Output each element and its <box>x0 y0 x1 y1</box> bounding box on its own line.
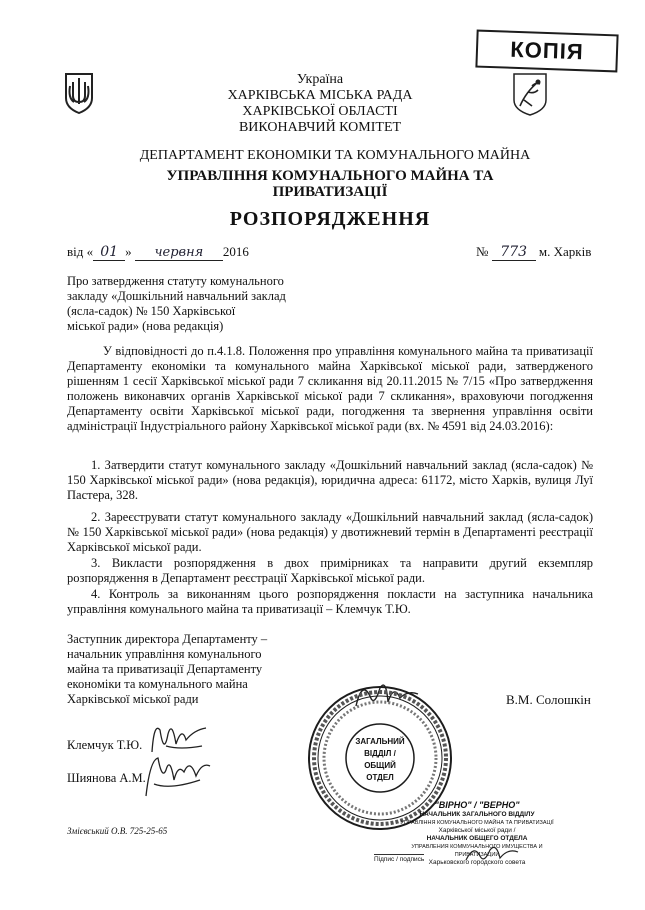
certify-signature-label: Підпис / подпись <box>374 856 425 863</box>
signatory-name: В.М. Солошкін <box>506 692 591 707</box>
signatory-title-line: економіки та комунального майна <box>67 677 248 691</box>
round-stamp-line: ЗАГАЛЬНИЙ <box>355 737 405 746</box>
document-type: РОЗПОРЯДЖЕННЯ <box>229 208 431 230</box>
signatory-title-line: Харківської міської ради <box>67 692 199 706</box>
list-item: 3. Викласти розпорядження в двох примірниках та направити другий екземпляр розпорядження в Департамент реєстрації Харківської міської ради. <box>67 556 593 585</box>
items-list <box>67 458 593 617</box>
date-year: 2016 <box>222 244 249 259</box>
list-item: 4. Контроль за виконанням цього розпорядження покласти на заступника начальника управління комунального майна та приватизації – Клемчук Т.Ю. <box>67 587 593 616</box>
copy-stamp <box>475 30 618 73</box>
approval-name: Шиянова А.М. <box>67 771 146 785</box>
date-day: 01 <box>93 244 125 261</box>
certify-line: УПРАВЛІННЯ КОМУНАЛЬНОГО МАЙНА ТА ПРИВАТИЗАЦІЇ <box>400 820 554 826</box>
coat-of-arms-icon <box>64 72 94 114</box>
approval-signature <box>140 750 214 802</box>
subject-line: міської ради» (нова редакція) <box>67 319 224 333</box>
round-stamp-center <box>350 736 410 784</box>
subject-line: Про затвердження статуту комунального <box>67 274 284 288</box>
preamble-paragraph: У відповідності до п.4.1.8. Положення про управління комунального майна та приватизації Департаменту економіки та комунального майна Харківської міської ради, затвердженого рішенням 1 сесії Харківської міської ради 7 скликання від 20.11.2015 № 7/15 «Про затвердження положень виконавчих органів Харківської міської ради 7 скликання», враховуючи погодження Департаменту освіти Харківської міської ради, погодження та звернення управління освіти адміністрації Індустріального району Харківської міської ради (вх. № 4591 від 24.03.2016): <box>67 344 593 433</box>
date-close-quote: » <box>125 244 132 259</box>
signatory-title-line: начальник управління комунального <box>67 647 262 661</box>
subject-line: (ясла-садок) № 150 Харківської <box>67 304 236 318</box>
certify-line: "ВІРНО" / "ВЕРНО" <box>434 800 520 810</box>
number-prefix: № <box>476 244 489 259</box>
subject-line: закладу «Дошкільний навчальний заклад <box>67 289 286 303</box>
header-region: ХАРКІВСЬКОЇ ОБЛАСТІ <box>242 104 398 119</box>
list-item: 1. Затвердити статут комунального закладу «Дошкільний навчальний заклад (ясла-садок) № 150 Харківської міської ради» (нова редакція), юридична адреса: 61172, місто Харків, вулиця Луї Пастера, 328. <box>67 458 593 502</box>
signatory-title-line: Заступник директора Департаменту – <box>67 632 268 646</box>
directorate-title <box>120 168 540 200</box>
date-line <box>67 244 249 261</box>
department-title: ДЕПАРТАМЕНТ ЕКОНОМІКИ ТА КОМУНАЛЬНОГО МАЙНА <box>139 148 531 163</box>
certify-signature <box>462 840 522 866</box>
document-number: 773 <box>492 244 536 261</box>
certify-line: НАЧАЛЬНИК ОБЩЕГО ОТДЕЛА <box>426 835 528 842</box>
number-line <box>476 244 591 261</box>
date-prefix: від « <box>67 244 94 259</box>
header-committee: ВИКОНАВЧИЙ КОМІТЕТ <box>238 120 402 135</box>
round-stamp-line: ОБЩИЙ ОТДЕЛ <box>364 761 396 782</box>
date-month: червня <box>135 245 223 261</box>
subject-block <box>67 274 307 334</box>
round-stamp-line: ВІДДІЛ / <box>364 749 396 758</box>
certify-line: НАЧАЛЬНИК ЗАГАЛЬНОГО ВІДДІЛУ <box>419 811 535 818</box>
header-council: ХАРКІВСЬКА МІСЬКА РАДА <box>227 88 413 103</box>
certify-line: Харківської міської ради / <box>438 827 516 834</box>
copy-stamp-label: КОПІЯ <box>509 36 585 65</box>
city: м. Харків <box>538 244 592 259</box>
approval-name: Клемчук Т.Ю. <box>67 738 143 752</box>
certify-line: Харьковского городского совета <box>428 859 526 866</box>
signatory-title <box>67 632 327 707</box>
directorate-line1: УПРАВЛІННЯ КОМУНАЛЬНОГО МАЙНА ТА <box>166 168 494 184</box>
kharkiv-emblem-icon <box>512 72 548 116</box>
directorate-line2: ПРИВАТИЗАЦІЇ <box>272 184 388 200</box>
header-country: Україна <box>296 72 344 87</box>
signatory-title-line: майна та приватизації Департаменту <box>67 662 263 676</box>
certify-line: УПРАВЛЕНИЯ КОММУНАЛЬНОГО ИМУЩЕСТВА И ПРИВАТИЗАЦИИ <box>411 844 543 858</box>
author-note: Змієвський О.В. 725-25-65 <box>67 826 168 836</box>
header-block <box>160 72 480 136</box>
list-item: 2. Зареєструвати статут комунального закладу «Дошкільний навчальний заклад (ясла-садок) № 150 Харківської міської ради» (нова редакція) у двотижневий термін в Департаменті реєстрації Харківської міської ради. <box>67 510 593 554</box>
